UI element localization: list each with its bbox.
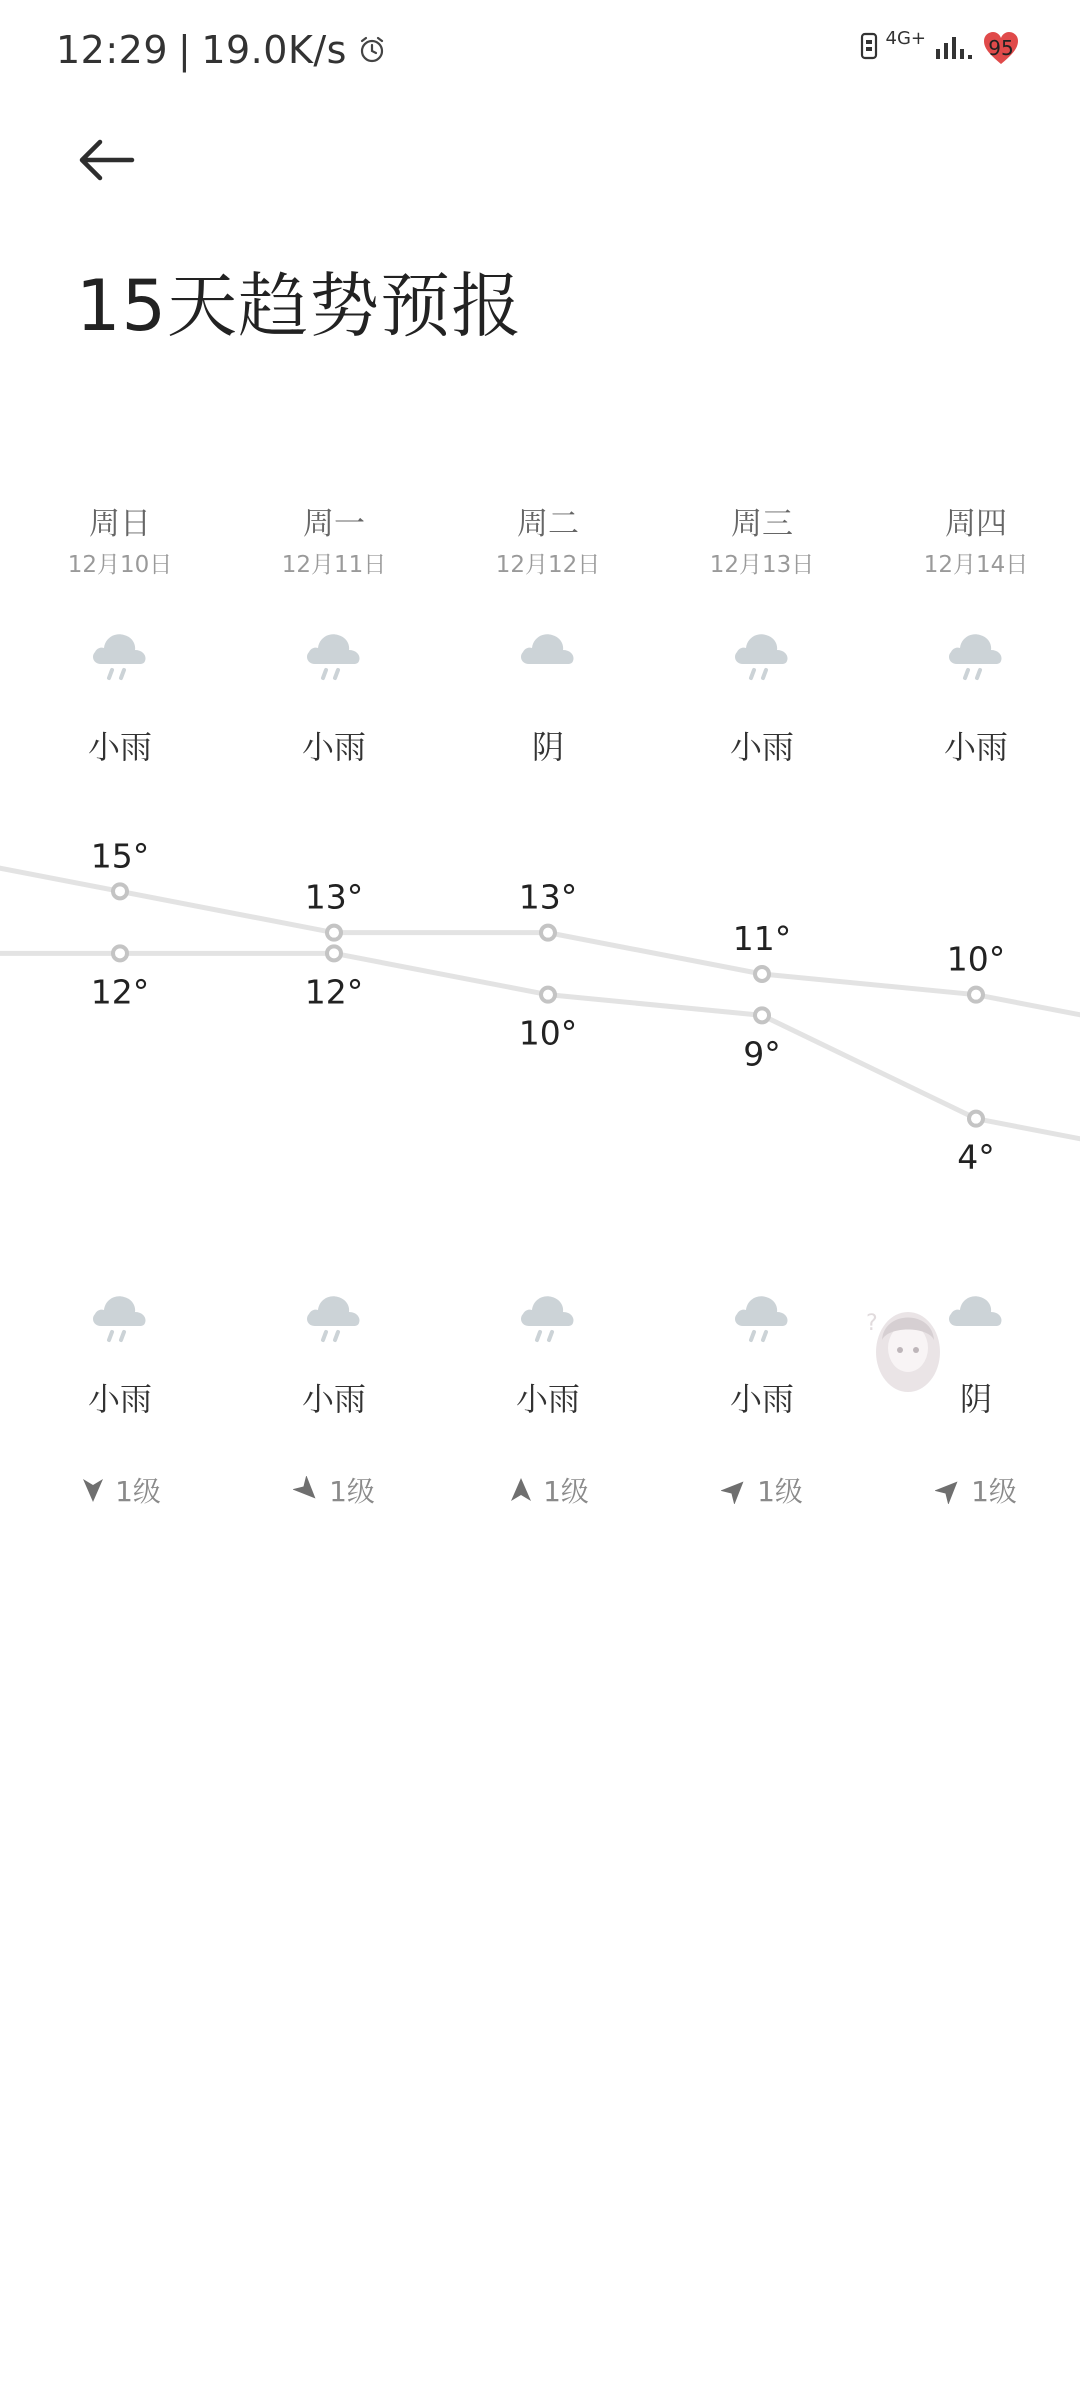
- light-rain-icon: [227, 1284, 441, 1354]
- light-rain-icon: [13, 622, 227, 692]
- network-type: 4G+: [885, 27, 926, 49]
- status-net-speed: 19.0K/s: [201, 28, 347, 72]
- day-condition: 阴: [531, 728, 564, 766]
- low-temp-point: [327, 946, 341, 960]
- low-temp-line: [0, 953, 1080, 1160]
- battery-level: 95: [988, 36, 1014, 60]
- wind-info: [655, 1470, 869, 1510]
- night-condition: 阴: [959, 1380, 992, 1418]
- light-rain-icon: [227, 622, 441, 692]
- date-label: 12月10日: [67, 552, 173, 578]
- wind-level: 1级: [543, 1475, 589, 1508]
- weekday-label: 周日: [89, 506, 151, 542]
- date-label: 12月11日: [281, 552, 387, 578]
- light-rain-icon: [441, 1284, 655, 1354]
- avatar-sticker: [858, 1290, 958, 1410]
- day-condition: 小雨: [729, 728, 794, 766]
- date-label: 12月14日: [923, 552, 1029, 578]
- light-rain-icon: [655, 1284, 869, 1354]
- wind-level: 1级: [115, 1475, 161, 1508]
- wind-level: 1级: [757, 1475, 803, 1508]
- day-condition: 小雨: [301, 728, 366, 766]
- weekday-label: 周三: [731, 506, 793, 542]
- date-label: 12月13日: [709, 552, 815, 578]
- night-condition: 小雨: [87, 1380, 152, 1418]
- low-temp-label: 12°: [304, 972, 364, 1012]
- light-rain-icon: [869, 622, 1080, 692]
- day-condition: 小雨: [943, 728, 1008, 766]
- status-time: 12:29: [56, 28, 169, 72]
- low-temp-point: [755, 1008, 769, 1022]
- high-temp-point: [113, 884, 127, 898]
- wind-southwest-icon: [935, 1476, 963, 1504]
- date-label: 12月12日: [495, 552, 601, 578]
- high-temp-label: 13°: [304, 877, 364, 917]
- high-temp-label: 11°: [732, 919, 792, 958]
- wind-level: 1级: [971, 1475, 1017, 1508]
- wind-southwest-icon: [721, 1476, 749, 1504]
- high-temp-point: [969, 988, 983, 1002]
- wind-level: 1级: [329, 1475, 375, 1508]
- wind-south-icon: [507, 1476, 535, 1504]
- high-temp-point: [327, 926, 341, 940]
- wind-info: [441, 1470, 655, 1510]
- overcast-cloud-icon: [441, 622, 655, 692]
- weekday-label: 周四: [945, 506, 1007, 542]
- status-separator: |: [178, 28, 192, 72]
- night-condition: 小雨: [515, 1380, 580, 1418]
- low-temp-point: [541, 988, 555, 1002]
- weekday-label: 周一: [303, 506, 365, 542]
- high-temp-label: 13°: [518, 877, 578, 917]
- wind-info: [227, 1470, 441, 1510]
- low-temp-label: 10°: [518, 1013, 578, 1053]
- svg-text:?: ?: [866, 1311, 878, 1336]
- low-temp-point: [969, 1112, 983, 1126]
- page-title: 15天趋势预报: [76, 265, 523, 347]
- low-temp-label: 12°: [90, 972, 150, 1012]
- low-temp-label: 9°: [743, 1034, 781, 1074]
- wind-info: [13, 1470, 227, 1510]
- light-rain-icon: [655, 622, 869, 692]
- low-temp-label: 4°: [957, 1137, 995, 1177]
- weekday-label: 周二: [517, 506, 579, 542]
- low-temp-point: [113, 946, 127, 960]
- wind-northwest-icon: [293, 1476, 321, 1504]
- wind-north-icon: [79, 1476, 107, 1504]
- night-condition: 小雨: [729, 1380, 794, 1418]
- high-temp-label: 10°: [946, 939, 1006, 979]
- light-rain-icon: [13, 1284, 227, 1354]
- wind-info: [869, 1470, 1080, 1510]
- high-temp-label: 15°: [90, 836, 150, 876]
- temperature-chart: [0, 820, 1080, 1220]
- night-condition: 小雨: [301, 1380, 366, 1418]
- high-temp-point: [755, 967, 769, 981]
- day-condition: 小雨: [87, 728, 152, 766]
- high-temp-point: [541, 926, 555, 940]
